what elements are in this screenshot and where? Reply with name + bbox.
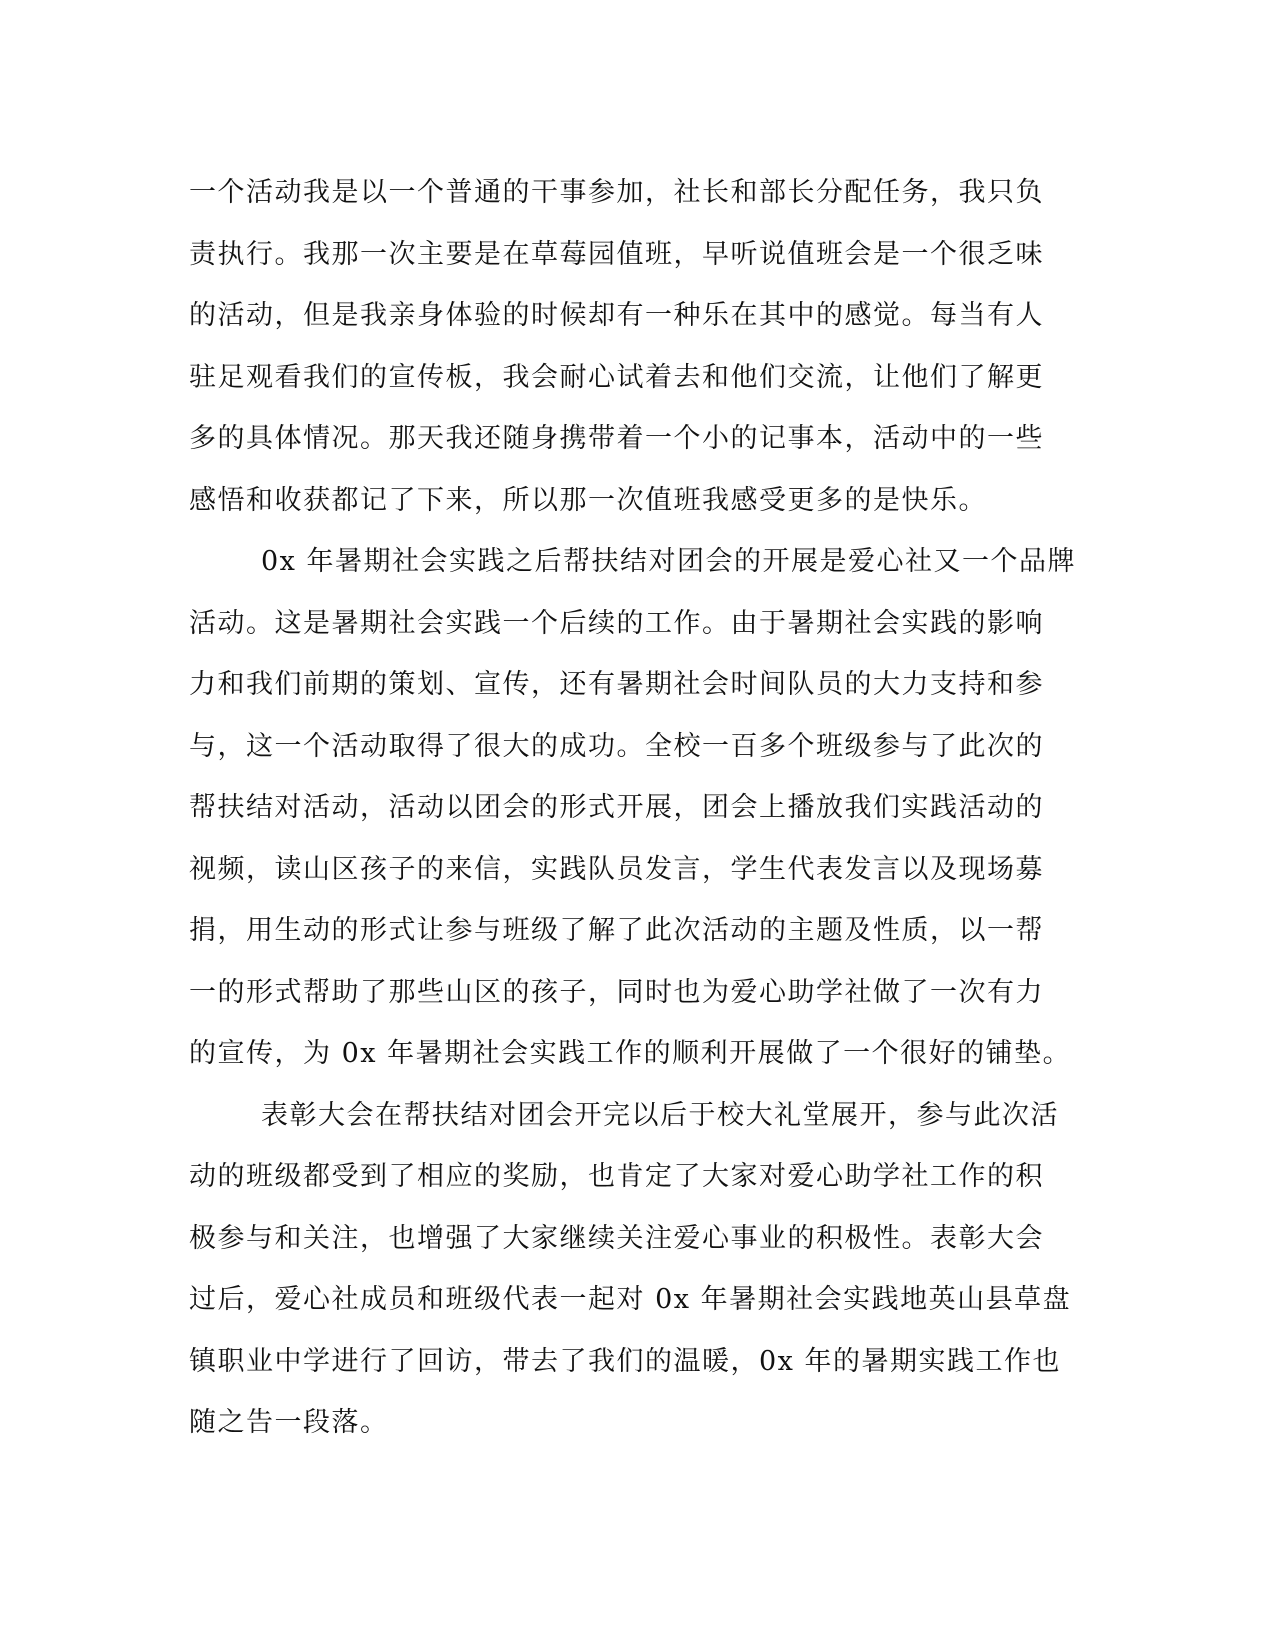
text-line: 捐，用生动的形式让参与班级了解了此次活动的主题及性质，以一帮 (189, 915, 1044, 946)
text-line: 与，这一个活动取得了很大的成功。全校一百多个班级参与了此次的 (189, 730, 1044, 762)
text-line: 力和我们前期的策划、宣传，还有暑期社会时间队员的大力支持和参 (189, 669, 1044, 700)
text-line: 极参与和关注，也增强了大家继续关注爱心事业的积极性。表彰大会 (189, 1222, 1044, 1254)
body-text (189, 162, 1089, 1454)
paragraph-start-line: 表彰大会在帮扶结对团会开完以后于校大礼堂展开，参与此次活 (261, 1099, 1059, 1131)
text-line: 责执行。我那一次主要是在草莓园值班，早听说值班会是一个很乏味 (189, 238, 1044, 270)
text-line: 过后，爱心社成员和班级代表一起对 0x 年暑期社会实践地英山县草盘 (189, 1284, 1072, 1315)
text-line: 帮扶结对活动，活动以团会的形式开展，团会上播放我们实践活动的 (189, 792, 1044, 823)
text-line: 视频，读山区孩子的来信，实践队员发言，学生代表发言以及现场募 (189, 853, 1044, 885)
text-line: 驻足观看我们的宣传板，我会耐心试着去和他们交流，让他们了解更 (189, 361, 1044, 393)
text-line: 多的具体情况。那天我还随身携带着一个小的记事本，活动中的一些 (189, 423, 1044, 454)
text-line: 的活动，但是我亲身体验的时候却有一种乐在其中的感觉。每当有人 (189, 300, 1044, 331)
paragraph-start-line: 0x 年暑期社会实践之后帮扶结对团会的开展是爱心社又一个品牌 (261, 546, 1076, 577)
text-line: 动的班级都受到了相应的奖励，也肯定了大家对爱心助学社工作的积 (189, 1161, 1044, 1192)
text-line: 感悟和收获都记了下来，所以那一次值班我感受更多的是快乐。 (189, 484, 987, 516)
text-line: 的宣传，为 0x 年暑期社会实践工作的顺利开展做了一个很好的铺垫。 (189, 1038, 1072, 1069)
text-line: 活动。这是暑期社会实践一个后续的工作。由于暑期社会实践的影响 (189, 607, 1044, 639)
text-line: 随之告一段落。 (189, 1407, 389, 1438)
text-line: 一个活动我是以一个普通的干事参加，社长和部长分配任务，我只负 (189, 177, 1044, 208)
text-line: 一的形式帮助了那些山区的孩子，同时也为爱心助学社做了一次有力 (189, 976, 1044, 1008)
text-line: 镇职业中学进行了回访，带去了我们的温暖，0x 年的暑期实践工作也 (189, 1345, 1061, 1377)
